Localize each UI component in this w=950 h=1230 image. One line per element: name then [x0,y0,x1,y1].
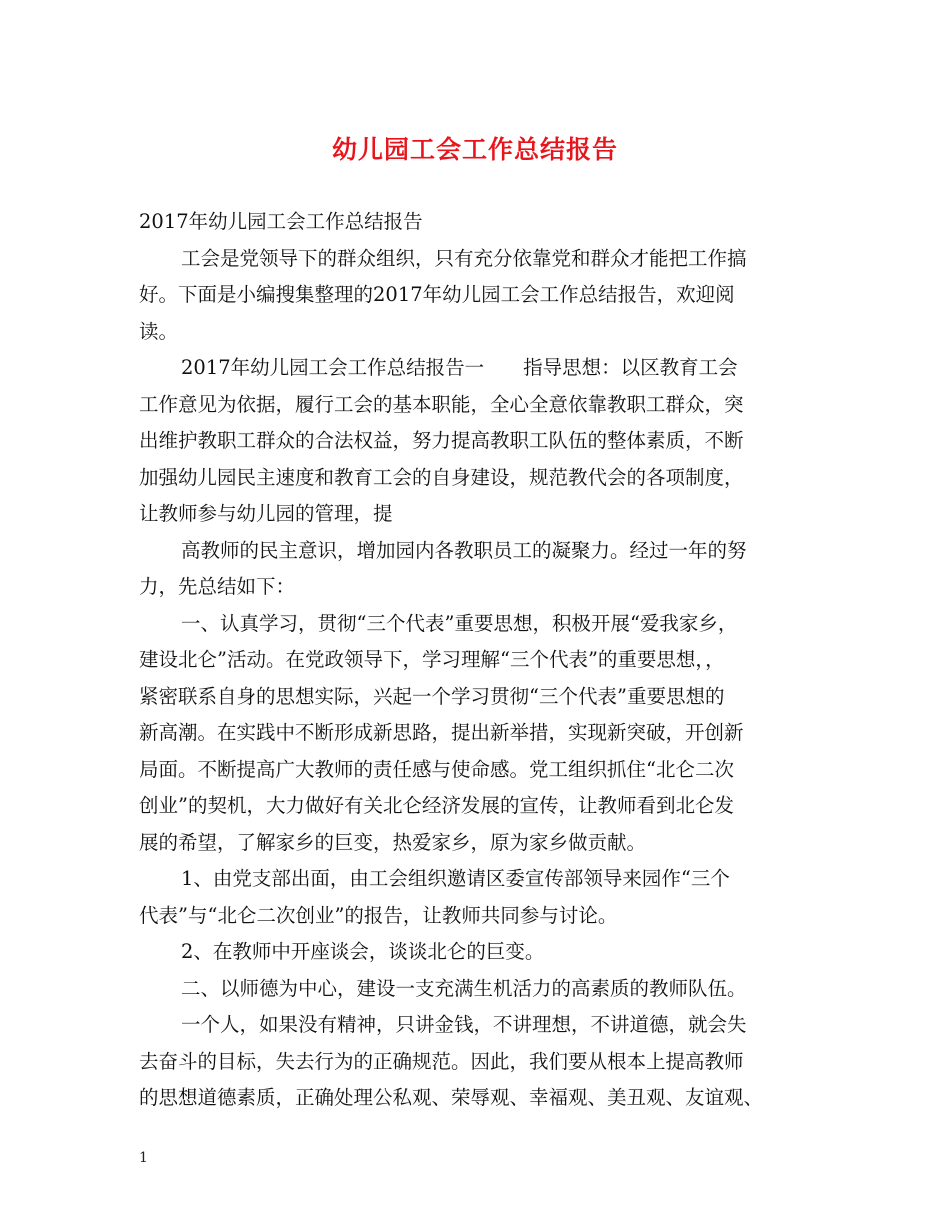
text-line: 出维护教职工群众的合法权益，努力提高教职工队伍的整体素质，不断 [139,429,744,452]
text-line: 力，先总结如下： [139,575,296,598]
text-line: 局面。不断提高广大教师的责任感与使命感。党工组织抓住“北仑二次 [139,757,734,781]
document-title: 幼儿园工会工作总结报告 [331,135,618,164]
page-number: 1 [139,1150,148,1166]
text-line: 展的希望，了解家乡的巨变，热爱家乡，原为家乡做贡献。 [139,830,647,854]
text-line: 一、认真学习，贯彻“三个代表”重要思想，积极开展“爱我家乡， [181,611,738,635]
text-line: 高教师的民主意识，增加园内各教职员工的凝聚力。经过一年的努 [181,538,747,562]
text-line: 1、由党支部出面，由工会组织邀请区委宣传部领导来园作“三个 [181,867,730,890]
text-line: 的思想道德素质，正确处理公私观、荣辱观、幸福观、美丑观、友谊观、 [139,1086,764,1109]
text-line: 2、在教师中开座谈会，谈谈北仑的巨变。 [181,940,545,963]
text-line: 二、以师德为中心，建设一支充满生机活力的高素质的教师队伍。 [181,976,747,1000]
text-line: 加强幼儿园民主速度和教育工会的自身建设，规范教代会的各项制度， [139,465,744,489]
text-line: 创业”的契机，大力做好有关北仑经济发展的宣传，让教师看到北仑发 [139,794,734,817]
text-line: 好。下面是小编搜集整理的2017年幼儿园工会工作总结报告，欢迎阅 [139,283,735,306]
text-line: 新高潮。在实践中不断形成新思路，提出新举措，实现新突破，开创新 [139,721,744,744]
text-line: 读。 [139,319,179,343]
text-line: 建设北仑”活动。在党政领导下，学习理解“三个代表”的重要思想，， [139,648,725,671]
text-line: 2017年幼儿园工会工作总结报告一 指导思想：以区教育工会 [181,356,738,379]
text-line: 代表”与“北仑二次创业”的报告，让教师共同参与讨论。 [139,903,618,927]
document-body [139,204,815,1117]
text-line: 工作意见为依据，履行工会的基本职能，全心全意依靠教职工群众，突 [139,392,744,416]
text-line: 紧密联系自身的思想实际，兴起一个学习贯彻“三个代表”重要思想的 [139,684,725,708]
text-line: 一个人，如果没有精神，只讲金钱，不讲理想，不讲道德，就会失 [181,1013,747,1036]
text-line: 让教师参与幼儿园的管理，提 [139,502,393,525]
text-line: 2017年幼儿园工会工作总结报告 [139,210,423,233]
text-line: 去奋斗的目标，失去行为的正确规范。因此，我们要从根本上提高教师 [139,1049,744,1073]
text-line: 工会是党领导下的群众组织，只有充分依靠党和群众才能把工作搞 [181,246,747,270]
